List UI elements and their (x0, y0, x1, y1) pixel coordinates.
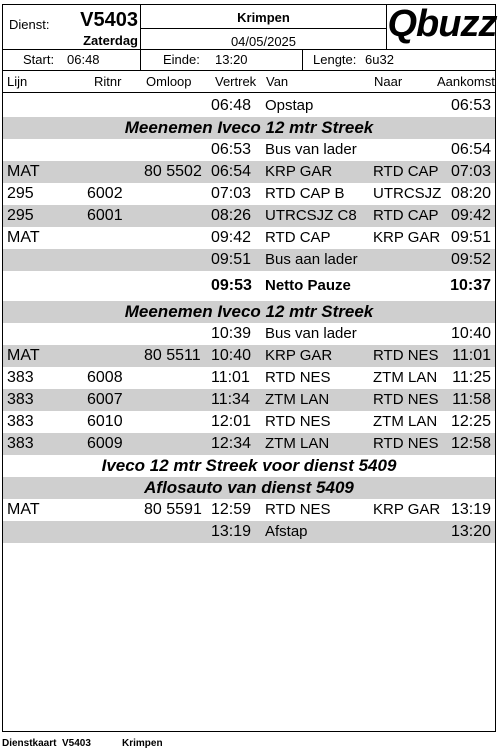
cell-ritnr: 6007 (87, 391, 123, 408)
cell-vertrek: 12:34 (211, 435, 252, 452)
trip-row (3, 161, 495, 183)
column-header (3, 71, 495, 93)
cell-van: Afstap (265, 523, 308, 540)
qbuzz-logo: Qbuzz (387, 3, 497, 45)
location-name: Krimpen (237, 10, 290, 25)
cell-vertrek: 06:53 (211, 141, 252, 158)
cell-vertrek: 12:01 (211, 413, 252, 430)
trip-row (3, 345, 495, 367)
cell-vertrek: 11:34 (211, 391, 250, 408)
trip-row (3, 95, 495, 117)
section-header: Meenemen Iveco 12 mtr Streek (3, 117, 495, 139)
cell-naar: ZTM LAN (373, 413, 438, 430)
einde-value: 13:20 (215, 52, 248, 67)
dienst-label: Dienst: (9, 17, 50, 32)
trip-row (3, 323, 495, 345)
cell-vertrek: 07:03 (211, 185, 252, 202)
cell-naar: RTD CAP (373, 207, 439, 224)
cell-aankomst: 12:58 (450, 435, 491, 452)
cell-naar: RTD NES (373, 391, 439, 408)
cell-van: ZTM LAN (265, 391, 330, 408)
trip-row (3, 367, 495, 389)
cell-omloop: 80 5591 (144, 501, 202, 518)
duty-card (2, 4, 496, 732)
col-van: Van (266, 74, 289, 89)
cell-van: KRP GAR (265, 347, 333, 364)
header (3, 5, 495, 49)
cell-vertrek: 09:53 (211, 277, 252, 294)
cell-van: Bus aan lader (265, 251, 358, 268)
pause-row (3, 275, 495, 297)
cell-aankomst: 09:51 (450, 229, 491, 246)
start-label: Start: (23, 52, 55, 67)
lengte-segment (303, 50, 497, 70)
cell-lijn: 383 (7, 413, 34, 430)
col-aankomst: Aankomst (437, 74, 495, 89)
trip-row (3, 521, 495, 543)
trip-row (3, 411, 495, 433)
cell-lijn: MAT (7, 229, 40, 246)
cell-ritnr: 6008 (87, 369, 123, 386)
col-omloop: Omloop (146, 74, 192, 89)
lengte-label: Lengte: (313, 52, 357, 67)
trip-row (3, 389, 495, 411)
trip-row (3, 499, 495, 521)
cell-vertrek: 06:48 (211, 97, 252, 114)
trip-row (3, 249, 495, 271)
footer-dienst: V5403 (62, 738, 91, 749)
cell-van: Bus van lader (265, 141, 357, 158)
cell-van: RTD NES (265, 413, 331, 430)
date: 04/05/2025 (230, 34, 297, 49)
col-vertrek: Vertrek (215, 74, 257, 89)
footer-location: Krimpen (122, 738, 163, 749)
trip-list (3, 95, 495, 543)
cell-omloop: 80 5511 (144, 347, 201, 364)
lengte-value: 6u32 (365, 52, 394, 67)
trip-row (3, 227, 495, 249)
cell-van: UTRCSJZ C8 (265, 207, 357, 224)
cell-lijn: MAT (7, 501, 40, 518)
cell-van: Netto Pauze (265, 277, 351, 294)
cell-vertrek: 11:01 (211, 369, 250, 386)
cell-van: KRP GAR (265, 163, 333, 180)
cell-aankomst: 06:53 (450, 97, 491, 114)
cell-aankomst: 06:54 (450, 141, 491, 158)
cell-aankomst: 07:03 (450, 163, 491, 180)
cell-naar: RTD NES (373, 347, 439, 364)
cell-van: RTD NES (265, 369, 331, 386)
cell-aankomst: 09:52 (450, 251, 491, 268)
col-lijn: Lijn (7, 74, 28, 89)
einde-label: Einde: (163, 52, 200, 67)
logo-cell (387, 5, 497, 49)
cell-vertrek: 13:19 (211, 523, 252, 540)
divider (141, 28, 386, 29)
cell-aankomst: 08:20 (450, 185, 491, 202)
cell-van: RTD CAP (265, 229, 331, 246)
einde-segment (141, 50, 303, 70)
cell-van: Opstap (265, 97, 314, 114)
cell-lijn: MAT (7, 347, 40, 364)
cell-aankomst: 10:37 (450, 277, 491, 294)
cell-van: RTD NES (265, 501, 331, 518)
cell-naar: RTD NES (373, 435, 439, 452)
col-ritnr: Ritnr (94, 74, 122, 89)
cell-vertrek: 08:26 (211, 207, 252, 224)
trip-row (3, 183, 495, 205)
col-naar: Naar (374, 74, 403, 89)
cell-ritnr: 6010 (87, 413, 123, 430)
cell-naar: KRP GAR (373, 501, 441, 518)
section-header: Aflosauto van dienst 5409 (3, 477, 495, 499)
cell-omloop: 80 5502 (144, 163, 202, 180)
cell-naar: KRP GAR (373, 229, 441, 246)
cell-van: ZTM LAN (265, 435, 330, 452)
cell-lijn: 295 (7, 207, 34, 224)
cell-lijn: 383 (7, 369, 34, 386)
cell-aankomst: 13:19 (450, 501, 491, 518)
cell-vertrek: 10:39 (211, 325, 252, 342)
cell-aankomst: 12:25 (450, 413, 491, 430)
cell-vertrek: 09:42 (211, 229, 252, 246)
cell-aankomst: 10:40 (450, 325, 491, 342)
cell-lijn: 383 (7, 435, 34, 452)
location-cell (141, 5, 387, 49)
cell-naar: UTRCSJZ (373, 185, 442, 202)
section-header: Meenemen Iveco 12 mtr Streek (3, 301, 495, 323)
day-label: Zaterdag (83, 33, 138, 48)
cell-aankomst: 13:20 (450, 523, 491, 540)
cell-ritnr: 6001 (87, 207, 123, 224)
cell-vertrek: 12:59 (211, 501, 252, 518)
cell-lijn: 383 (7, 391, 34, 408)
cell-vertrek: 09:51 (211, 251, 252, 268)
cell-ritnr: 6009 (87, 435, 123, 452)
footer-label: Dienstkaart (2, 738, 57, 749)
cell-van: RTD CAP B (265, 185, 345, 202)
dienst-number: V5403 (80, 9, 138, 31)
cell-lijn: 295 (7, 185, 34, 202)
cell-van: Bus van lader (265, 325, 357, 342)
trip-row (3, 139, 495, 161)
cell-aankomst: 11:25 (452, 369, 491, 386)
cell-aankomst: 09:42 (450, 207, 491, 224)
dienst-cell (3, 5, 141, 49)
start-segment (3, 50, 141, 70)
cell-aankomst: 11:58 (452, 391, 491, 408)
cell-vertrek: 06:54 (211, 163, 252, 180)
start-value: 06:48 (67, 52, 100, 67)
times-bar (3, 49, 495, 71)
cell-aankomst: 11:01 (452, 347, 491, 364)
cell-lijn: MAT (7, 163, 40, 180)
cell-naar: ZTM LAN (373, 369, 438, 386)
cell-ritnr: 6002 (87, 185, 123, 202)
section-header: Iveco 12 mtr Streek voor dienst 5409 (101, 456, 397, 475)
cell-naar: RTD CAP (373, 163, 439, 180)
trip-row (3, 433, 495, 455)
cell-vertrek: 10:40 (211, 347, 252, 364)
trip-row (3, 205, 495, 227)
